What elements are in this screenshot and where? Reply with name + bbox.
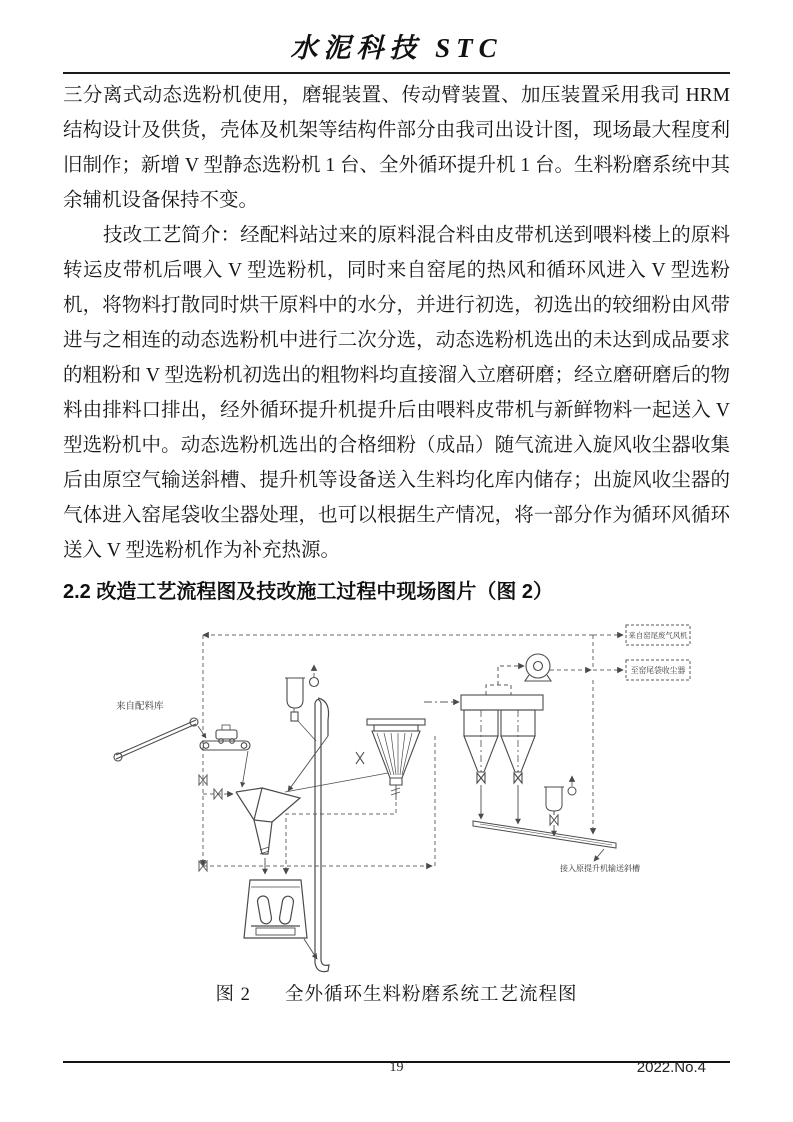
section-heading-2-2: 2.2 改造工艺流程图及技改施工过程中现场图片（图 2） — [63, 581, 554, 603]
mill-table — [256, 928, 295, 935]
flex-joint — [391, 788, 400, 795]
journal-masthead: 水泥科技 STC — [290, 33, 503, 63]
cyclone-valve-right — [514, 773, 522, 783]
header-rule — [63, 72, 730, 74]
figure-caption — [0, 980, 793, 1006]
dust-hopper — [544, 787, 576, 836]
kiln-exhaust-fan-label: 来自窑尾废气风机 — [628, 631, 688, 640]
dynamic-separator — [285, 719, 425, 800]
hopper-vent — [310, 678, 319, 687]
tripper-car — [216, 730, 237, 739]
elevator-boot — [315, 959, 329, 972]
duct-valves — [199, 775, 222, 871]
feed-hopper — [285, 678, 319, 742]
page-number: 19 — [389, 1060, 404, 1075]
bag-collector-label: 至窑尾袋收尘器 — [630, 666, 686, 675]
chute-destination-label: 接入原提升机输送斜槽 — [560, 864, 640, 873]
mill-roller-left — [257, 895, 273, 924]
recirculation-duct-lines — [203, 635, 623, 874]
circulating-fan — [525, 654, 551, 681]
paragraph-continued: 三分离式动态选粉机使用，磨辊装置、传动臂装置、加压装置采用我司 HRM 结构设计及供货，壳体及机架等结构件部分由我司出设计图，现场最大程度利旧制作；新增 V 型静态选粉机 1 台、全外循环提升机 1 台。生料粉磨系统中其余辅机设备保持不变。 — [63, 85, 730, 211]
hopper-valve — [550, 815, 558, 825]
air-slide-chute — [473, 821, 616, 861]
process-flow-diagram — [88, 608, 738, 976]
batching-silo-label: 来自配料库 — [116, 701, 164, 712]
hopper-vent-filter — [568, 787, 576, 795]
bucket-elevator — [288, 698, 329, 972]
figure-caption-label: 图 2 — [215, 985, 251, 1005]
cyclone-collectors — [461, 695, 543, 824]
separator-flap-valve — [356, 752, 364, 764]
issue-number: 2022.No.4 — [636, 1059, 706, 1076]
figure-caption-text: 全外循环生料粉磨系统工艺流程图 — [284, 985, 578, 1005]
figure-2 — [0, 608, 793, 1006]
bag-collector-box — [626, 660, 690, 680]
cyclone-valve-left — [477, 773, 485, 783]
paragraph-process-intro: 技改工艺简介：经配料站过来的原料混合料由皮带机送到喂料楼上的原料转运皮带机后喂入 V 型选粉机，同时来自窑尾的热风和循环风进入 V 型选粉机，将物料打散同时烘干原料中的水分，并进行初选，初选出的较细粉由风带进与之相连的动态选粉机中进行二次分选，动态选粉机选出的未达到成品要求的粗粉和 V 型选粉机初选出的粗物料均直接溜入立磨研磨；经立磨研磨后的物料由排料口排出，经外循环提升机提升后由喂料皮带机与新鲜物料一起送入 V 型选粉机中。动态选粉机选出的合格细粉（成品）随气流进入旋风收尘器收集后由原空气输送斜槽、提升机等设备送入生料均化库内储存；出旋风收尘器的气体进入窑尾袋收尘器处理，也可以根据生产情况，将一部分作为循环风循环送入 V 型选粉机作为补充热源。 — [63, 225, 730, 561]
mill-roller-right — [279, 895, 295, 924]
article-body — [63, 78, 730, 568]
v-type-separator — [236, 788, 300, 874]
inclined-belt-conveyor — [114, 718, 206, 761]
kiln-exhaust-fan-box — [626, 625, 690, 645]
cyclone-outlet-manifold — [486, 666, 524, 695]
vertical-mill — [244, 880, 317, 959]
